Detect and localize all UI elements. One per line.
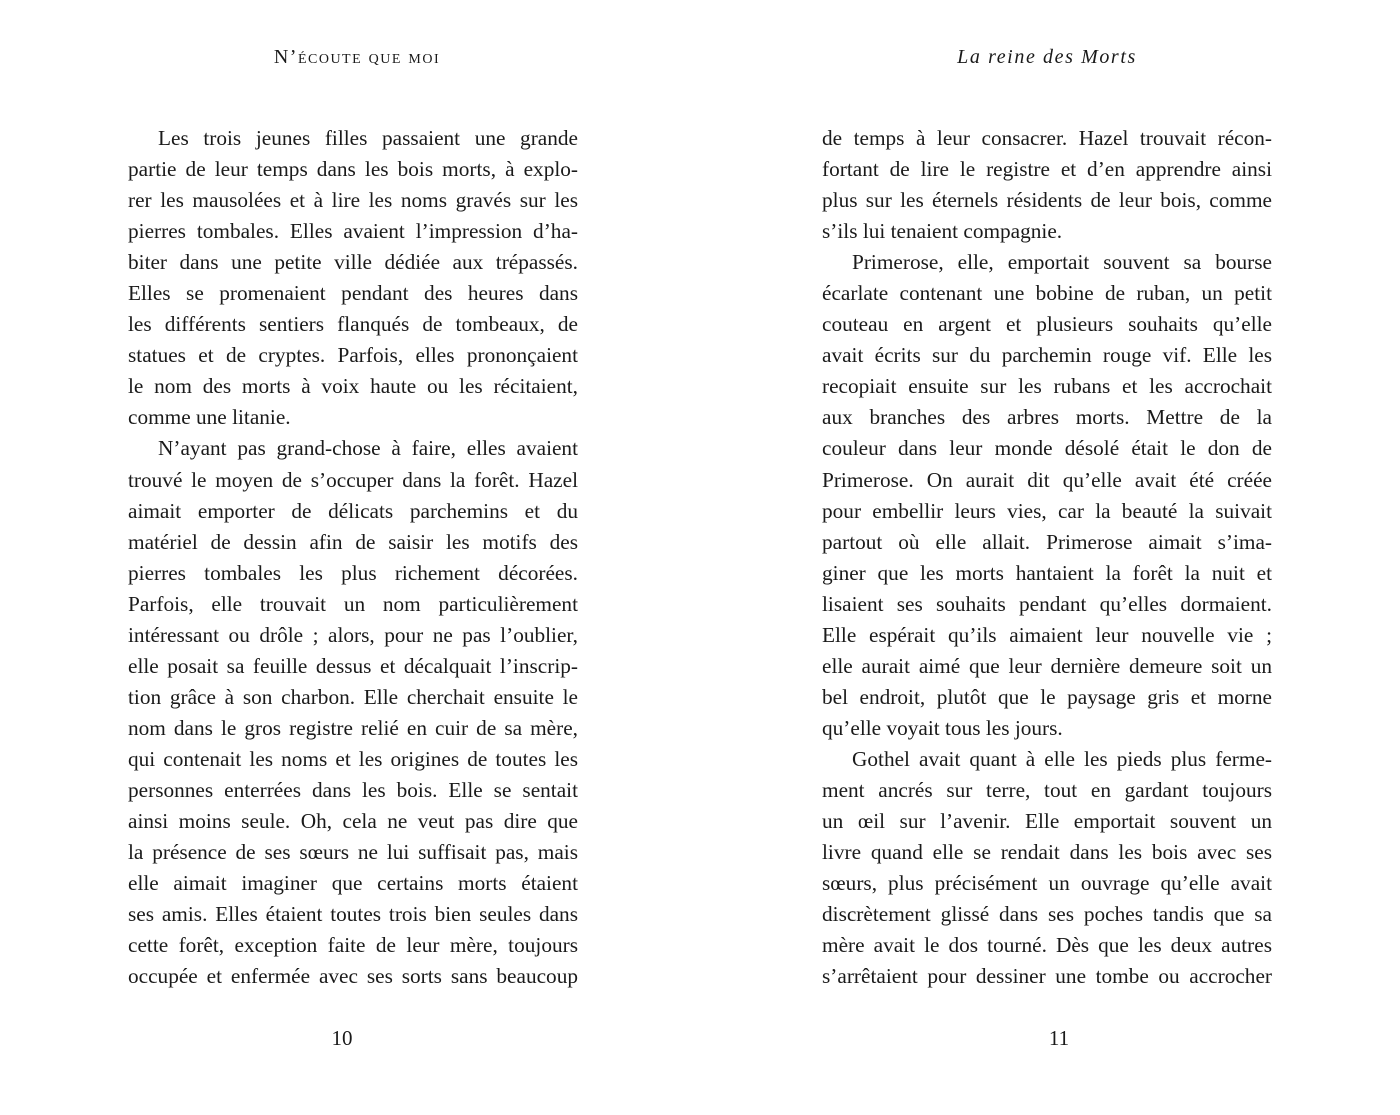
text-line: mère avait le dos tourné. Dès que les deux autres [822, 933, 1272, 958]
text-line: occupée et enfermée avec ses sorts sans beaucoup [128, 964, 578, 989]
text-line: ment ancrés sur terre, tout en gardant toujours [822, 777, 1272, 802]
text-line: biter dans une petite ville dédiée aux trépassés. [128, 250, 578, 275]
text-line: Elles se promenaient pendant des heures dans [128, 281, 578, 306]
text-line: elle posait sa feuille dessus et décalquait l’inscrip- [128, 653, 578, 678]
text-line: trouvé le moyen de s’occuper dans la forêt. Hazel [128, 467, 578, 492]
text-line: s’ils lui tenaient compagnie. [822, 219, 1063, 244]
text-line: recopiait ensuite sur les rubans et les accrochait [822, 374, 1272, 399]
text-line: partie de leur temps dans les bois morts, à explo- [128, 157, 578, 182]
text-line: les différents sentiers flanqués de tombeaux, de [128, 312, 578, 337]
text-line: Les trois jeunes filles passaient une grande [158, 126, 578, 150]
text-line: de temps à leur consacrer. Hazel trouvait récon- [822, 126, 1272, 150]
text-line: qu’elle voyait tous les jours. [822, 715, 1063, 740]
text-line: rer les mausolées et à lire les noms gravés sur les [128, 188, 578, 213]
text-line: giner que les morts hantaient la forêt la nuit et [822, 560, 1272, 585]
text-line: statues et de cryptes. Parfois, elles prononçaient [128, 343, 578, 368]
text-line: couleur dans leur monde désolé était le don de [822, 436, 1272, 461]
text-line: pierres tombales les plus richement décorées. [128, 560, 578, 585]
text-line: matériel de dessin afin de saisir les motifs des [128, 529, 578, 554]
text-line: nom dans le gros registre relié en cuir de sa mère, [128, 715, 578, 740]
text-line: Elle espérait qu’ils aimaient leur nouvelle vie ; [822, 622, 1272, 647]
body-text-right [822, 123, 1272, 992]
text-line: aimait emporter de délicats parchemins et du [128, 498, 578, 523]
text-line: ses amis. Elles étaient toutes trois bien seules dans [128, 902, 578, 927]
running-head-book-title: N’écoute que moi [273, 46, 441, 68]
text-line: bel endroit, plutôt que le paysage gris et morne [822, 684, 1272, 709]
text-line: pierres tombales. Elles avaient l’impression d’ha- [128, 219, 578, 244]
text-line: aux branches des arbres morts. Mettre de la [822, 405, 1272, 430]
right-page [700, 0, 1400, 1115]
text-line: N’ayant pas grand-chose à faire, elles avaient [158, 436, 578, 461]
text-line: un œil sur l’avenir. Elle emportait souvent un [822, 809, 1272, 834]
text-line: plus sur les éternels résidents de leur bois, comme [822, 188, 1272, 213]
text-line: ainsi moins seule. Oh, cela ne veut pas dire que [128, 809, 578, 834]
text-line: lisaient ses souhaits pendant qu’elles dormaient. [822, 591, 1272, 616]
text-line: Gothel avait quant à elle les pieds plus ferme- [852, 746, 1272, 771]
text-line: s’arrêtaient pour dessiner une tombe ou accrocher [822, 964, 1272, 989]
text-line: avait écrits sur du parchemin rouge vif. Elle les [822, 343, 1272, 368]
text-line: intéressant ou drôle ; alors, pour ne pas l’oublier, [128, 622, 578, 647]
text-line: livre quand elle se rendait dans les bois avec ses [822, 840, 1272, 865]
text-line: le nom des morts à voix haute ou les récitaient, [128, 374, 578, 399]
text-line: Primerose, elle, emportait souvent sa bourse [852, 250, 1272, 275]
text-line: comme une litanie. [128, 405, 291, 430]
text-line: tion grâce à son charbon. Elle cherchait ensuite le [128, 684, 578, 709]
text-line: elle aurait aimé que leur dernière demeure soit un [822, 653, 1272, 678]
text-line: Primerose. On aurait dit qu’elle avait été créée [822, 467, 1272, 492]
running-head-chapter-title: La reine des Morts [957, 46, 1137, 68]
text-line: couteau en argent et plusieurs souhaits qu’elle [822, 312, 1272, 337]
text-line: partout où elle allait. Primerose aimait s’ima- [822, 529, 1272, 554]
text-line: elle aimait imaginer que certains morts étaient [128, 871, 578, 896]
text-line: la présence de ses sœurs ne lui suffisait pas, mais [128, 840, 578, 865]
text-line: pour embellir leurs vies, car la beauté la suivait [822, 498, 1272, 523]
text-line: écarlate contenant une bobine de ruban, un petit [822, 281, 1272, 306]
text-line: discrètement glissé dans ses poches tandis que sa [822, 902, 1272, 927]
body-text-left [128, 123, 578, 992]
page-number: 11 [1048, 1026, 1070, 1050]
page-number: 10 [331, 1026, 353, 1050]
text-line: qui contenait les noms et les origines de toutes les [128, 746, 578, 771]
text-line: cette forêt, exception faite de leur mère, toujours [128, 933, 578, 958]
text-line: Parfois, elle trouvait un nom particulièrement [128, 591, 578, 616]
text-line: personnes enterrées dans les bois. Elle se sentait [128, 777, 578, 802]
text-line: fortant de lire le registre et d’en apprendre ainsi [822, 157, 1272, 182]
text-line: sœurs, plus précisément un ouvrage qu’elle avait [822, 871, 1272, 896]
